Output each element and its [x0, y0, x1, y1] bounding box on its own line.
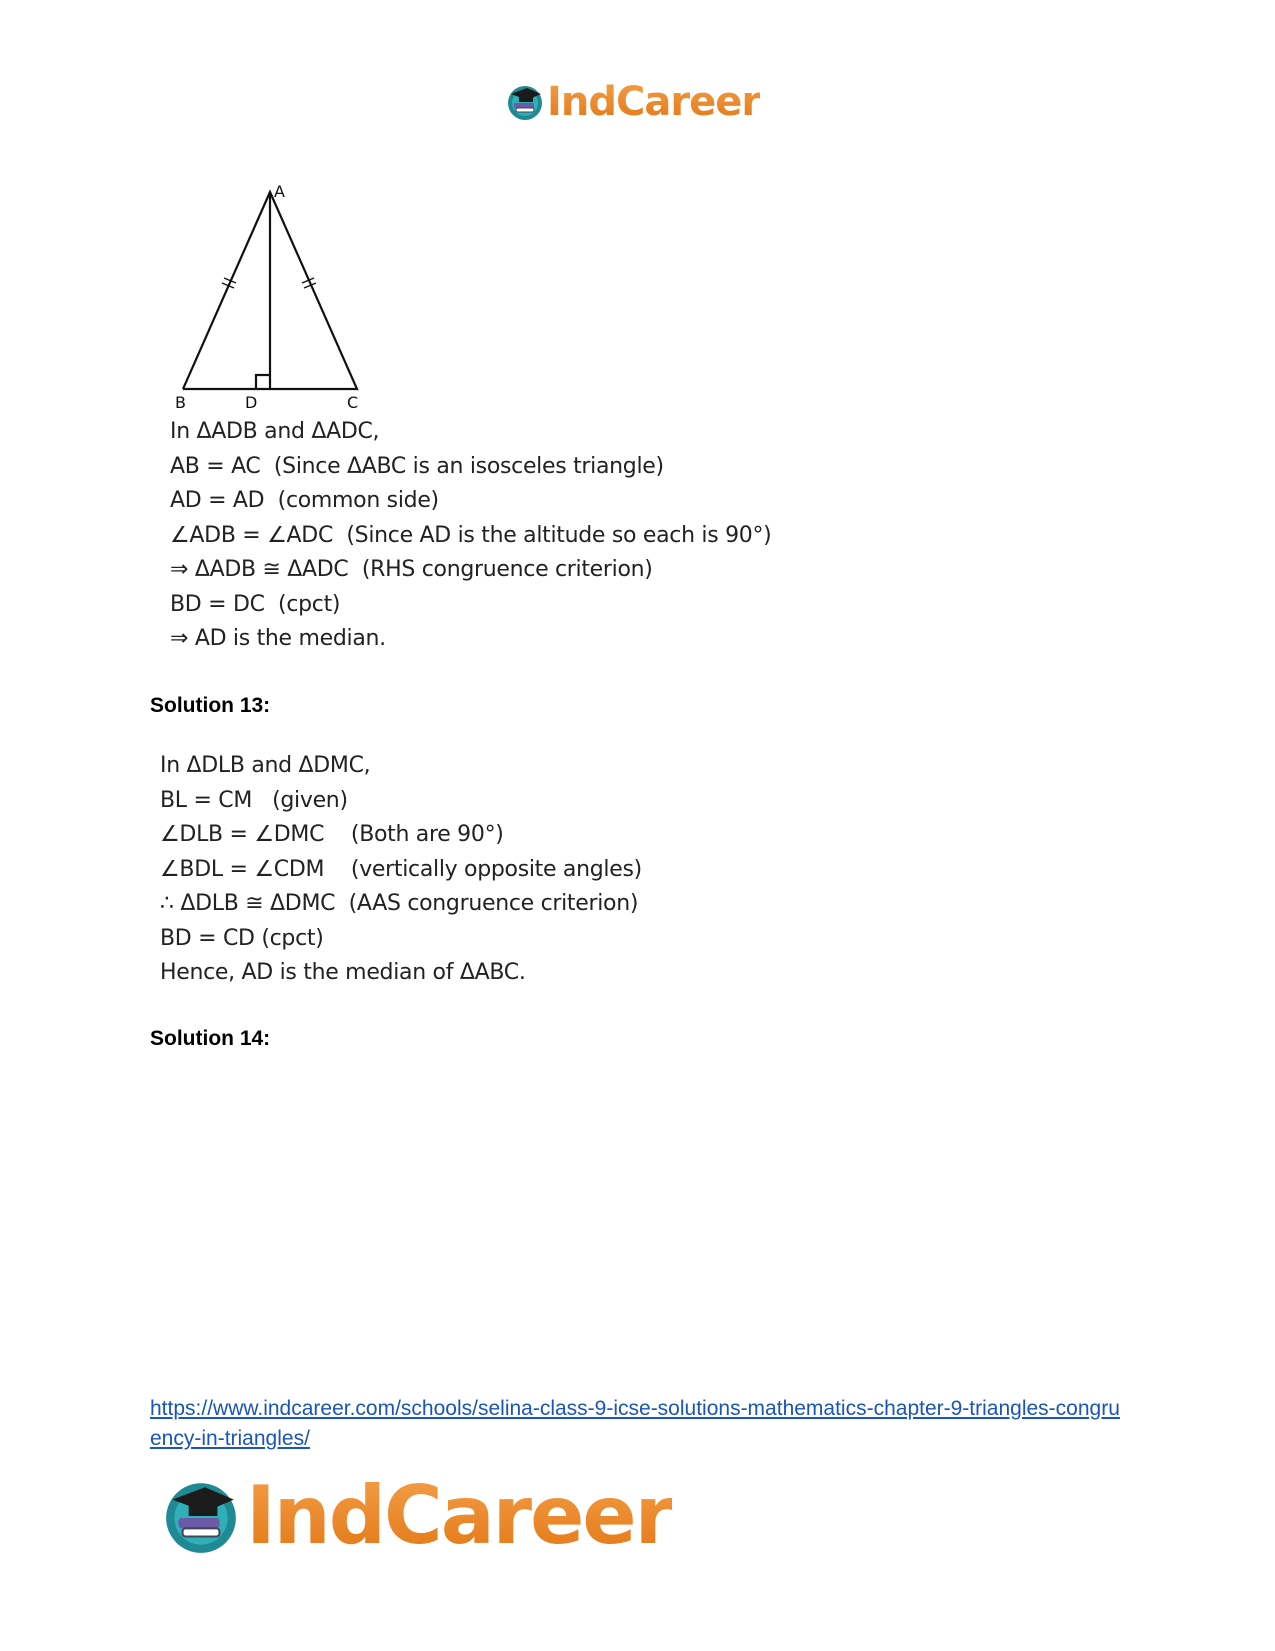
proof-line: ∠ADB = ∠ADC (Since AD is the altitude so each is 90°) [170, 522, 772, 548]
solution-13-heading: Solution 13: [150, 694, 271, 717]
vertex-label-d: D [245, 393, 258, 412]
footer-logo [160, 1468, 672, 1564]
proof-line: BD = DC (cpct) [170, 591, 341, 617]
header-logo-text: IndCareer [547, 79, 761, 125]
proof-line: ∠DLB = ∠DMC (Both are 90°) [160, 822, 504, 847]
solution-12-proof [170, 415, 771, 657]
right-angle-mark [256, 375, 270, 389]
vertex-label-b: B [175, 393, 186, 412]
proof-line: AB = AC (Since ΔABC is an isosceles triangle) [170, 453, 664, 479]
solution-14-heading: Solution 14: [150, 1027, 271, 1050]
proof-line: ∠BDL = ∠CDM (vertically opposite angles) [160, 856, 642, 882]
proof-line: BD = CD (cpct) [160, 925, 324, 951]
proof-line: Hence, AD is the median of ΔABC. [160, 960, 526, 985]
proof-line: AD = AD (common side) [170, 488, 439, 513]
proof-line: In ΔDLB and ΔDMC, [160, 753, 371, 778]
solution-13-proof [160, 749, 642, 991]
graduation-globe-icon [160, 1475, 242, 1557]
vertex-label-c: C [347, 393, 359, 412]
isosceles-triangle-figure [175, 182, 385, 412]
vertex-label-a: A [274, 182, 285, 201]
proof-line: ⇒ ΔADB ≅ ΔADC (RHS congruence criterion) [170, 557, 653, 582]
source-url-link[interactable]: https://www.indcareer.com/schools/selina-class-9-icse-solutions-mathematics-chapter-9-triangles-congruency-in-triangles/ [150, 1397, 1120, 1450]
proof-line: In ΔADB and ΔADC, [170, 419, 380, 444]
graduation-globe-icon [505, 82, 545, 122]
footer-logo-text: IndCareer [246, 1469, 673, 1562]
proof-line: BL = CM (given) [160, 787, 348, 813]
proof-line: ⇒ AD is the median. [170, 626, 386, 651]
header-logo [505, 78, 760, 126]
proof-line: ∴ ΔDLB ≅ ΔDMC (AAS congruence criterion) [160, 891, 639, 916]
